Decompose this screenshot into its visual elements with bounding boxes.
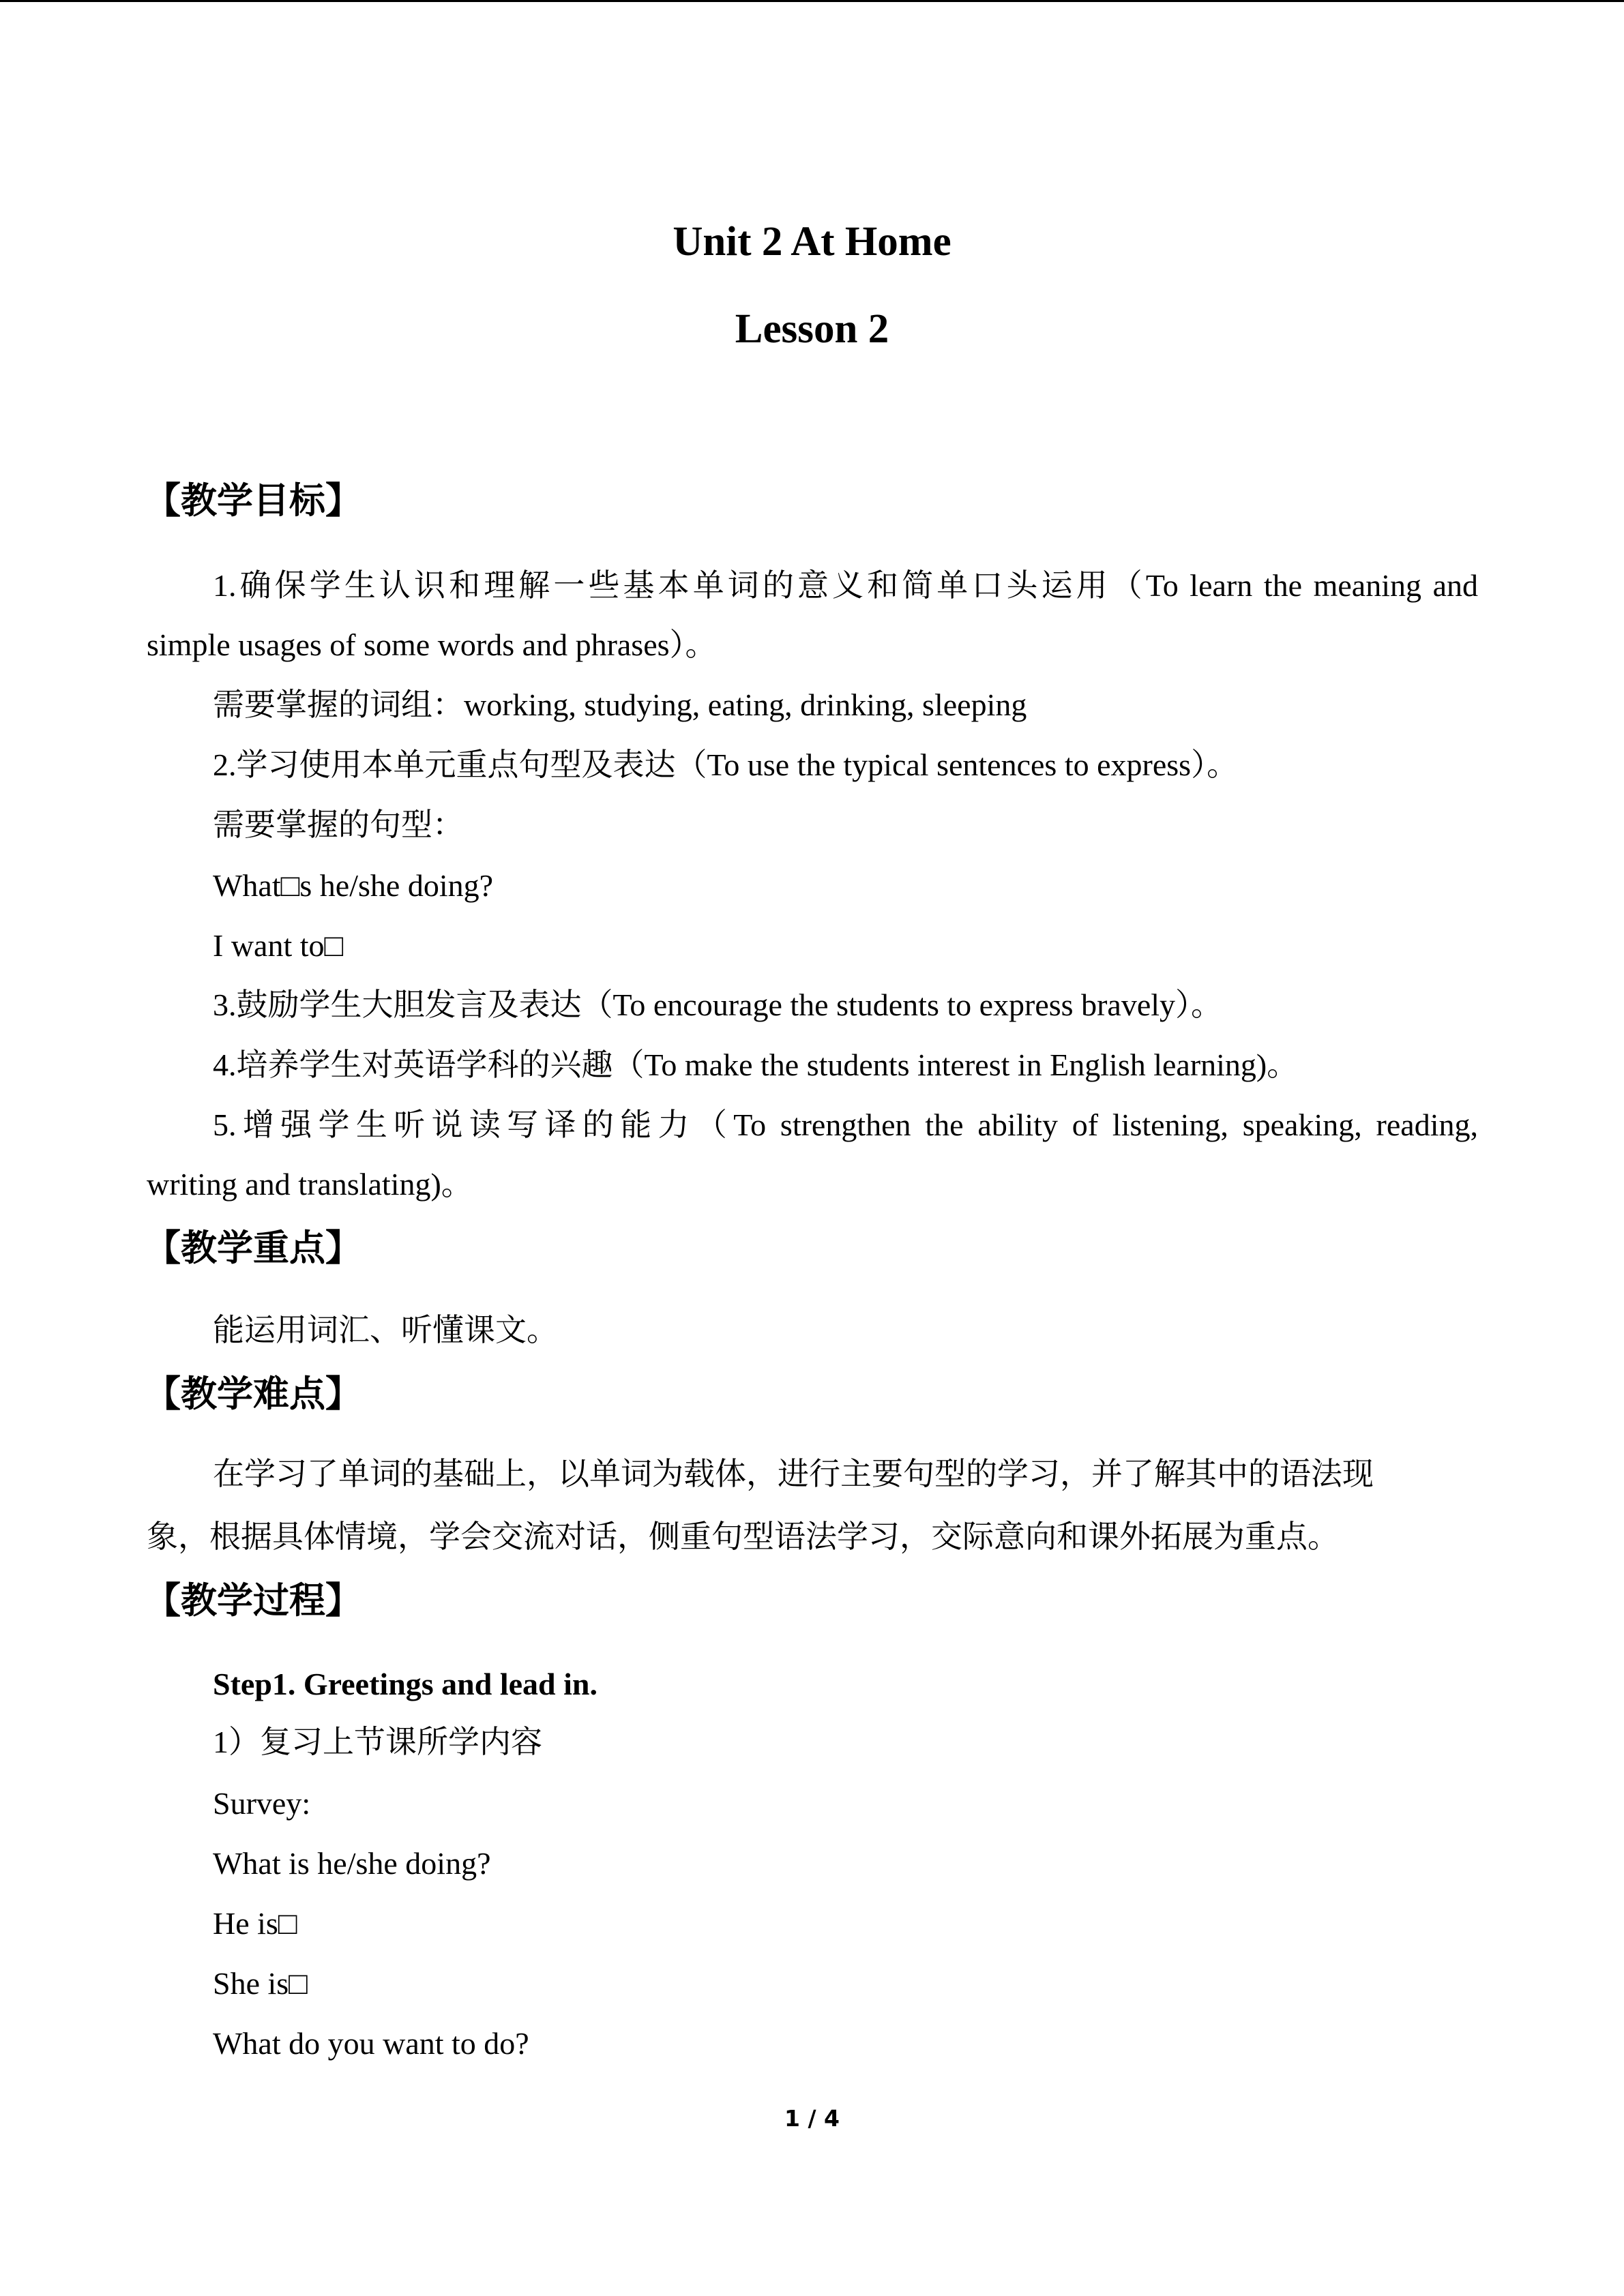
step1-title: Step1. Greetings and lead in. bbox=[213, 1667, 597, 1701]
objective-5-line-2: writing and translating)。 bbox=[147, 1167, 473, 1202]
required-phrases: 需要掌握的词组：working, studying, eating, drinking, sleeping bbox=[213, 687, 1027, 722]
sentence-pattern-1: What□s he/she doing? bbox=[213, 868, 494, 903]
objective-2: 2.学习使用本单元重点句型及表达（To use the typical sentences to express）。 bbox=[213, 747, 1239, 782]
document-title: Unit 2 At Home bbox=[673, 219, 951, 265]
objective-5-line-1: 5.增强学生听说读写译的能力（To strengthen the ability of listening, speaking, reading, bbox=[213, 1107, 1478, 1142]
survey-label: Survey: bbox=[213, 1786, 311, 1821]
key-points-heading: 【教学重点】 bbox=[145, 1227, 361, 1269]
difficulties-line-2: 象，根据具体情境，学会交流对话，侧重句型语法学习，交际意向和课外拓展为重点。 bbox=[147, 1519, 1339, 1554]
difficulties-heading: 【教学难点】 bbox=[145, 1373, 361, 1415]
objective-4: 4.培养学生对英语学科的兴趣（To make the students interest in English learning)。 bbox=[213, 1047, 1299, 1082]
required-sentences-label: 需要掌握的句型： bbox=[213, 807, 464, 842]
lesson-subtitle: Lesson 2 bbox=[735, 306, 889, 352]
objective-3: 3.鼓励学生大胆发言及表达（To encourage the students to express bravely）。 bbox=[213, 987, 1223, 1022]
page-number: 1 / 4 bbox=[784, 2105, 840, 2132]
review-item: 1）复习上节课所学内容 bbox=[213, 1725, 542, 1759]
sentence-pattern-2: I want to□ bbox=[213, 928, 344, 963]
survey-question-1: What is he/she doing? bbox=[213, 1846, 491, 1881]
survey-question-2: What do you want to do? bbox=[213, 2026, 529, 2061]
objective-1-line-2: simple usages of some words and phrases）。 bbox=[147, 627, 717, 662]
key-points-text: 能运用词汇、听懂课文。 bbox=[213, 1313, 558, 1347]
objectives-heading: 【教学目标】 bbox=[145, 480, 361, 522]
process-heading: 【教学过程】 bbox=[145, 1580, 361, 1622]
survey-answer-1: He is□ bbox=[213, 1906, 297, 1941]
objective-1-line-1: 1.确保学生认识和理解一些基本单词的意义和简单口头运用（To learn the meaning and bbox=[213, 568, 1478, 603]
survey-answer-2: She is□ bbox=[213, 1966, 308, 2001]
difficulties-line-1: 在学习了单词的基础上，以单词为载体，进行主要句型的学习，并了解其中的语法现 bbox=[213, 1457, 1374, 1491]
